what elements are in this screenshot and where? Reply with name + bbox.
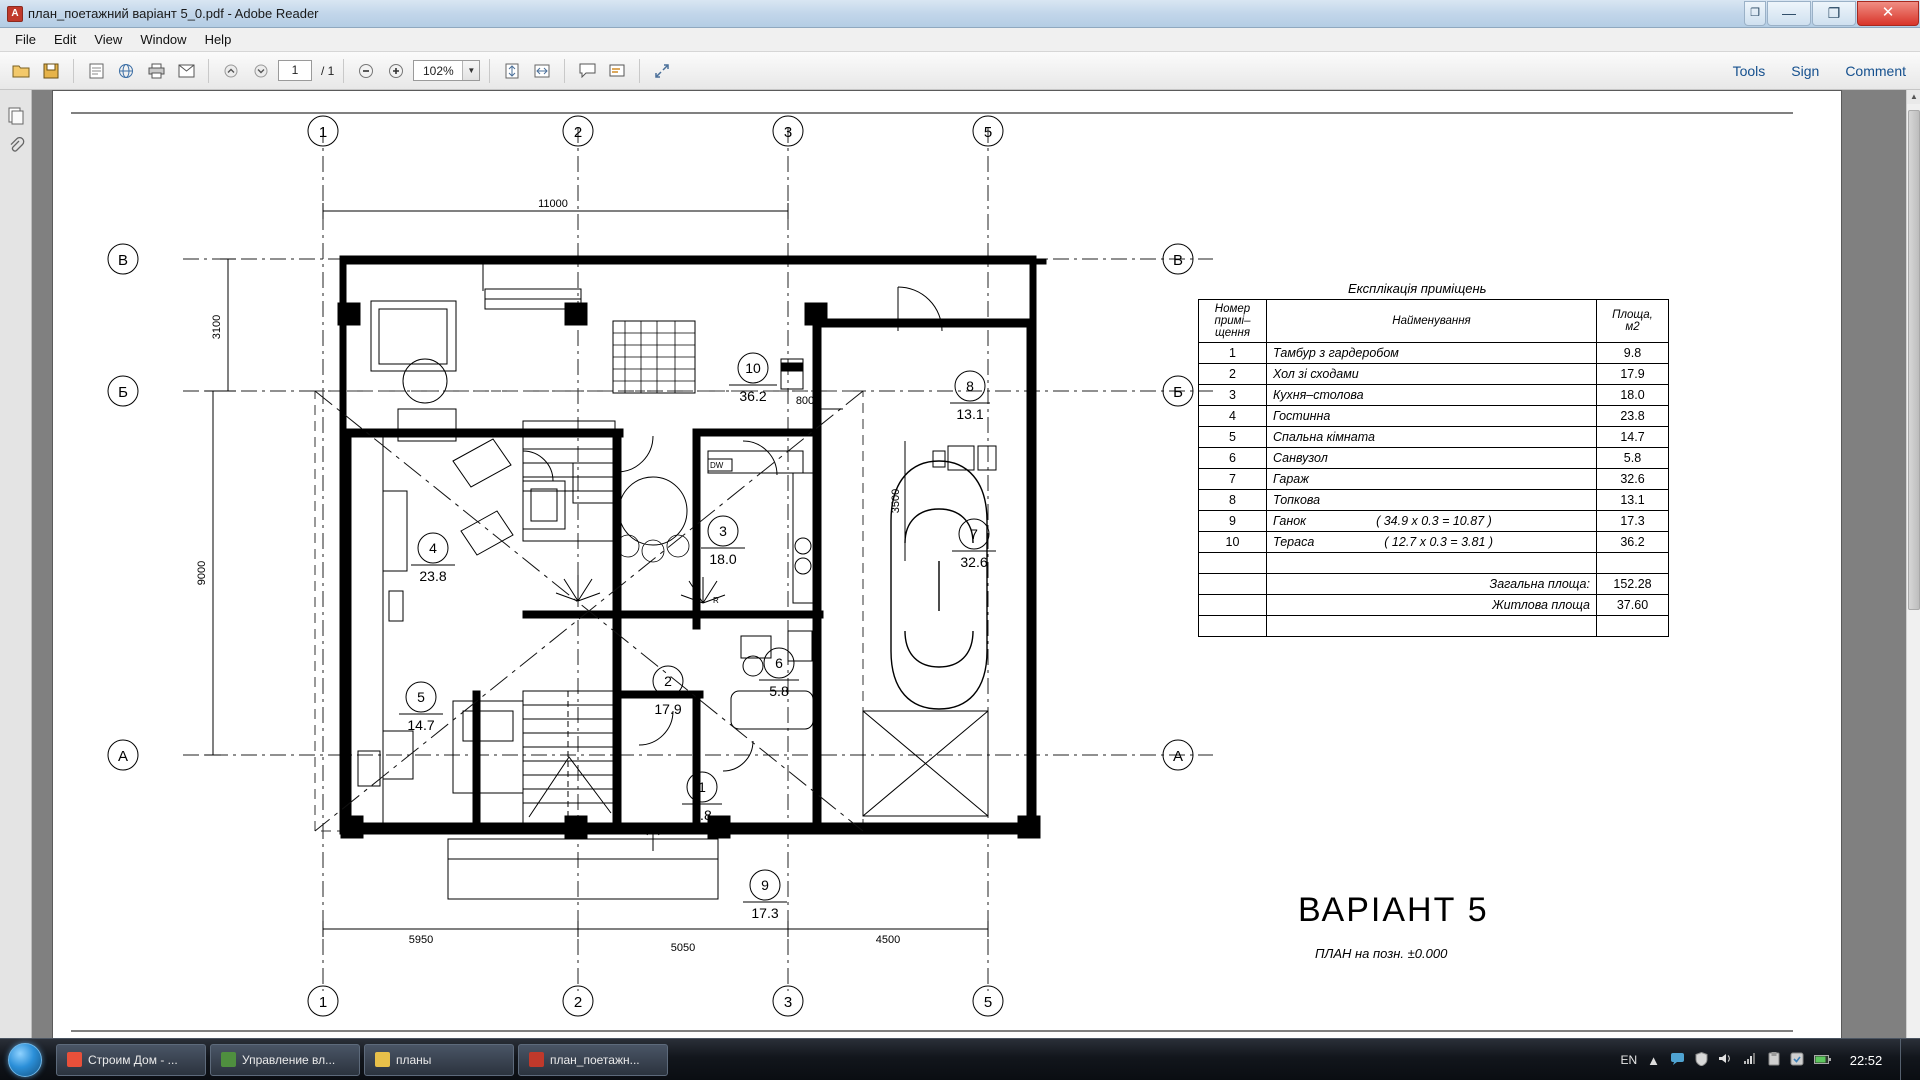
svg-text:А: А xyxy=(1172,748,1184,765)
room-name: Спальна кімната xyxy=(1267,427,1597,448)
start-button[interactable] xyxy=(2,1041,48,1079)
svg-text:5: 5 xyxy=(983,124,993,141)
blank-cell xyxy=(1597,616,1669,637)
pages-panel-icon[interactable] xyxy=(4,104,28,128)
taskbar-buttons xyxy=(56,1044,668,1076)
total-empty-cell xyxy=(1199,595,1267,616)
fit-width-icon[interactable] xyxy=(529,58,555,84)
blank-cell xyxy=(1597,553,1669,574)
page-number-input[interactable]: 1 xyxy=(278,60,312,81)
svg-text:800: 800 xyxy=(795,395,815,407)
room-name: Тамбур з гардеробом xyxy=(1267,343,1597,364)
menu-bar xyxy=(0,28,1920,52)
svg-text:3100: 3100 xyxy=(211,314,223,340)
minimize-button[interactable]: — xyxy=(1767,1,1811,26)
svg-text:14.7: 14.7 xyxy=(407,717,435,733)
menu-item-window[interactable]: Window xyxy=(140,32,187,47)
toolbar-separator-4 xyxy=(489,59,490,83)
navigation-rail xyxy=(0,90,32,1058)
taskbar-button-icon xyxy=(529,1052,544,1067)
room-number: 10 xyxy=(1199,532,1267,553)
zoom-out-icon[interactable] xyxy=(353,58,379,84)
room-number: 8 xyxy=(1199,490,1267,511)
svg-text:1: 1 xyxy=(698,779,706,795)
pdf-page xyxy=(52,90,1842,1052)
restore-down-small-button[interactable]: ❐ xyxy=(1744,1,1766,26)
taskbar-button[interactable] xyxy=(364,1044,514,1076)
room-name: Топкова xyxy=(1267,490,1597,511)
menu-item-edit[interactable]: Edit xyxy=(53,32,77,47)
taskbar-button[interactable] xyxy=(56,1044,206,1076)
svg-text:23.8: 23.8 xyxy=(419,568,447,584)
table-row xyxy=(1199,490,1669,511)
svg-text:5050: 5050 xyxy=(670,942,696,954)
table-title: Експлікація приміщень xyxy=(1348,281,1487,296)
show-desktop-button[interactable] xyxy=(1900,1039,1912,1080)
volume-icon[interactable] xyxy=(1718,1052,1733,1068)
open-file-icon[interactable] xyxy=(8,58,34,84)
room-area: 36.2 xyxy=(1597,532,1669,553)
table-total-row xyxy=(1199,574,1669,595)
taskbar xyxy=(0,1038,1920,1080)
taskbar-button-icon xyxy=(221,1052,236,1067)
system-tray xyxy=(1620,1039,1920,1080)
taskbar-button-label: Строим Дом - ... xyxy=(88,1052,178,1067)
room-number: 4 xyxy=(1199,406,1267,427)
menu-item-help[interactable]: Help xyxy=(204,32,232,47)
previous-page-icon[interactable] xyxy=(218,58,244,84)
room-name: Санвузол xyxy=(1267,448,1597,469)
svg-text:9000: 9000 xyxy=(196,560,208,586)
show-hidden-icons-icon[interactable]: ▲ xyxy=(1647,1052,1660,1068)
sign-button[interactable]: Sign xyxy=(1791,63,1820,79)
battery-icon[interactable] xyxy=(1814,1053,1832,1068)
col-header-name: Найменування xyxy=(1267,300,1597,343)
room-number: 7 xyxy=(1199,469,1267,490)
highlight-icon[interactable] xyxy=(604,58,630,84)
vertical-scrollbar[interactable] xyxy=(1906,90,1920,1058)
blank-cell xyxy=(1199,616,1267,637)
svg-text:DW: DW xyxy=(710,461,724,470)
variant-title: ВАРІАНТ 5 xyxy=(1298,891,1489,929)
table-header-row xyxy=(1199,300,1669,343)
taskbar-button[interactable] xyxy=(210,1044,360,1076)
table-row xyxy=(1199,448,1669,469)
svg-text:Б: Б xyxy=(118,384,128,401)
scroll-up-arrow-icon[interactable]: ▲ xyxy=(1907,90,1920,104)
svg-text:2: 2 xyxy=(664,673,672,689)
svg-text:5: 5 xyxy=(417,689,425,705)
table-row xyxy=(1199,385,1669,406)
web-page-icon[interactable] xyxy=(113,58,139,84)
zoom-level-value: 102% xyxy=(422,63,454,78)
room-area: 17.3 xyxy=(1597,511,1669,532)
svg-text:3: 3 xyxy=(719,523,727,539)
room-name: Ганок ( 34.9 x 0.3 = 10.87 ) xyxy=(1267,511,1597,532)
svg-text:1: 1 xyxy=(318,994,328,1011)
scrollbar-thumb[interactable] xyxy=(1908,110,1920,610)
room-name: Кухня–столова xyxy=(1267,385,1597,406)
room-number: 9 xyxy=(1199,511,1267,532)
svg-text:3: 3 xyxy=(783,994,793,1011)
col-header-number: Номер примі– щення xyxy=(1199,300,1267,343)
messenger-icon[interactable] xyxy=(1670,1052,1685,1069)
table-row xyxy=(1199,364,1669,385)
taskbar-button-label: план_поетажн... xyxy=(550,1052,640,1067)
svg-text:10: 10 xyxy=(745,360,761,376)
action-center-icon[interactable] xyxy=(1790,1052,1804,1069)
pdf-icon: A xyxy=(7,6,23,22)
svg-text:А: А xyxy=(117,748,129,765)
svg-text:R: R xyxy=(713,596,719,605)
taskbar-button[interactable] xyxy=(518,1044,668,1076)
svg-text:3: 3 xyxy=(783,124,793,141)
svg-text:9.8: 9.8 xyxy=(692,807,712,823)
close-button[interactable]: ✕ xyxy=(1857,1,1919,26)
svg-text:5: 5 xyxy=(983,994,993,1011)
total-empty-cell xyxy=(1199,574,1267,595)
table-row xyxy=(1199,343,1669,364)
taskbar-button-icon xyxy=(375,1052,390,1067)
toolbar-separator xyxy=(73,59,74,83)
blank-cell xyxy=(1267,616,1597,637)
toolbar-separator-6 xyxy=(639,59,640,83)
svg-text:7: 7 xyxy=(970,526,978,542)
svg-text:9: 9 xyxy=(761,877,769,893)
svg-text:5950: 5950 xyxy=(408,934,434,946)
total-label: Загальна площа: xyxy=(1267,574,1597,595)
svg-text:17.9: 17.9 xyxy=(654,701,682,717)
total-value: 37.60 xyxy=(1597,595,1669,616)
svg-text:18.0: 18.0 xyxy=(709,551,737,567)
svg-text:8: 8 xyxy=(966,378,974,394)
room-number: 2 xyxy=(1199,364,1267,385)
table-row xyxy=(1199,511,1669,532)
email-icon[interactable] xyxy=(173,58,199,84)
shield-icon[interactable] xyxy=(1695,1052,1708,1069)
svg-text:6: 6 xyxy=(775,655,783,671)
total-label: Житлова площа xyxy=(1267,595,1597,616)
fit-page-icon[interactable] xyxy=(499,58,525,84)
toolbar-separator-2 xyxy=(208,59,209,83)
room-area: 9.8 xyxy=(1597,343,1669,364)
svg-text:32.6: 32.6 xyxy=(960,554,988,570)
print-icon[interactable] xyxy=(143,58,169,84)
next-page-icon[interactable] xyxy=(248,58,274,84)
room-name: Гостинна xyxy=(1267,406,1597,427)
blank-cell xyxy=(1267,553,1597,574)
table-row xyxy=(1199,406,1669,427)
network-icon[interactable] xyxy=(1743,1052,1758,1068)
room-area: 23.8 xyxy=(1597,406,1669,427)
pdf-export-icon[interactable] xyxy=(83,58,109,84)
toolbar-right-group xyxy=(1733,52,1906,90)
room-area: 32.6 xyxy=(1597,469,1669,490)
zoom-level-combobox[interactable] xyxy=(413,60,480,81)
window-title: план_поетажний варіант 5_0.pdf - Adobe Reader xyxy=(28,6,319,21)
comment-icon[interactable] xyxy=(574,58,600,84)
tools-button[interactable]: Tools xyxy=(1732,63,1766,79)
svg-text:17.3: 17.3 xyxy=(751,905,779,921)
table-row-blank xyxy=(1199,553,1669,574)
svg-text:В: В xyxy=(117,252,129,269)
room-area: 17.9 xyxy=(1597,364,1669,385)
attachments-icon[interactable] xyxy=(4,134,28,158)
room-number: 5 xyxy=(1199,427,1267,448)
document-viewport[interactable] xyxy=(32,90,1906,1058)
toolbar xyxy=(0,52,1920,90)
room-area: 18.0 xyxy=(1597,385,1669,406)
variant-subtitle: ПЛАН на позн. ±0.000 xyxy=(1315,946,1448,961)
taskbar-button-label: Управление вл... xyxy=(242,1052,336,1067)
room-number: 3 xyxy=(1199,385,1267,406)
svg-text:2: 2 xyxy=(573,994,583,1011)
svg-text:4: 4 xyxy=(429,540,437,556)
table-row xyxy=(1199,427,1669,448)
room-name: Хол зі сходами xyxy=(1267,364,1597,385)
blank-cell xyxy=(1199,553,1267,574)
room-number: 6 xyxy=(1199,448,1267,469)
start-orb-icon[interactable] xyxy=(8,1043,42,1077)
clock[interactable]: 22:52 xyxy=(1849,1052,1883,1068)
svg-text:2: 2 xyxy=(573,124,583,141)
total-value: 152.28 xyxy=(1597,574,1669,595)
svg-text:1: 1 xyxy=(318,124,328,141)
room-area: 14.7 xyxy=(1597,427,1669,448)
menu-item-file[interactable]: File xyxy=(15,32,36,47)
room-area: 13.1 xyxy=(1597,490,1669,511)
chevron-down-icon[interactable]: ▼ xyxy=(462,61,479,80)
room-number: 1 xyxy=(1199,343,1267,364)
window-title-bar xyxy=(0,0,1920,28)
svg-text:5.8: 5.8 xyxy=(769,683,789,699)
toolbar-separator-3 xyxy=(343,59,344,83)
toolbar-separator-5 xyxy=(564,59,565,83)
room-name: Тераса ( 12.7 x 0.3 = 3.81 ) xyxy=(1267,532,1597,553)
taskbar-button-icon xyxy=(67,1052,82,1067)
table-row-blank xyxy=(1199,616,1669,637)
page-total-label: / 1 xyxy=(321,63,335,78)
svg-text:11000: 11000 xyxy=(538,198,568,210)
room-name: Гараж xyxy=(1267,469,1597,490)
col-header-area: Площа, м2 xyxy=(1597,300,1669,343)
fullscreen-icon[interactable] xyxy=(649,58,675,84)
menu-item-view[interactable]: View xyxy=(94,32,123,47)
window-controls[interactable] xyxy=(1744,0,1920,28)
svg-text:13.1: 13.1 xyxy=(956,406,984,422)
zoom-in-icon[interactable] xyxy=(383,58,409,84)
save-icon[interactable] xyxy=(38,58,64,84)
room-area: 5.8 xyxy=(1597,448,1669,469)
svg-text:36.2: 36.2 xyxy=(739,388,767,404)
svg-text:Б: Б xyxy=(1173,384,1183,401)
svg-text:4500: 4500 xyxy=(875,934,901,946)
table-total-row xyxy=(1199,595,1669,616)
svg-text:В: В xyxy=(1172,252,1184,269)
comment-button[interactable]: Comment xyxy=(1845,63,1906,79)
room-schedule-table xyxy=(1198,299,1669,637)
svg-text:3500: 3500 xyxy=(890,488,902,514)
removable-media-icon[interactable] xyxy=(1768,1052,1780,1069)
maximize-button[interactable]: ❐ xyxy=(1812,1,1856,26)
language-indicator[interactable]: EN xyxy=(1620,1053,1638,1067)
table-row xyxy=(1199,469,1669,490)
table-row xyxy=(1199,532,1669,553)
taskbar-button-label: планы xyxy=(396,1052,432,1067)
